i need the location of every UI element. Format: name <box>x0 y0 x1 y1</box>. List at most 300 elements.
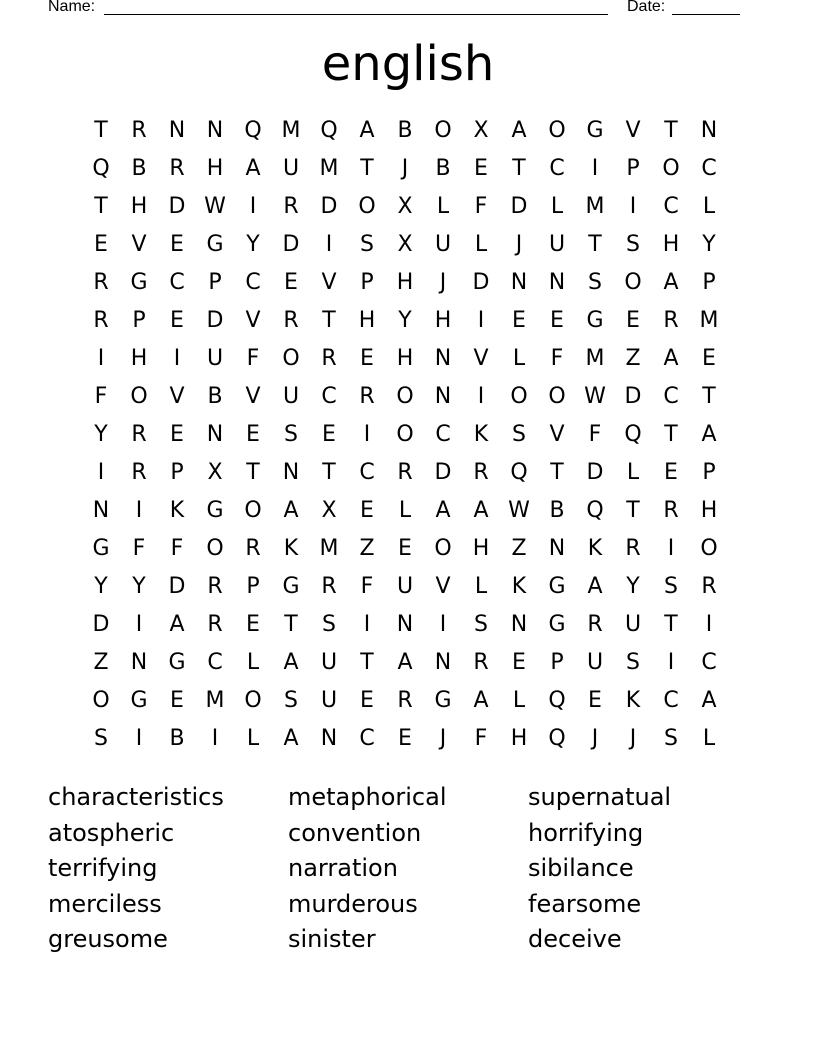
grid-letter: S <box>588 270 602 295</box>
grid-letter: E <box>170 308 184 333</box>
grid-letter: R <box>625 536 641 561</box>
grid-letter: A <box>663 346 679 371</box>
grid-letter: E <box>360 346 374 371</box>
grid-row <box>82 416 728 454</box>
grid-letter: Y <box>626 574 640 599</box>
grid-letter: I <box>173 346 181 371</box>
grid-letter: O <box>510 384 528 409</box>
grid-letter: A <box>435 498 451 523</box>
grid-letter: M <box>585 194 605 219</box>
grid-letter: N <box>510 270 528 295</box>
grid-letter: O <box>700 536 718 561</box>
grid-letter: Q <box>510 460 528 485</box>
grid-row <box>82 340 728 378</box>
grid-letter: U <box>320 650 338 675</box>
grid-letter: A <box>663 270 679 295</box>
grid-letter: N <box>700 118 718 143</box>
word-list-item: convention <box>288 818 422 847</box>
grid-letter: E <box>512 308 526 333</box>
word-column <box>48 780 288 958</box>
grid-letter: K <box>283 536 299 561</box>
grid-letter: H <box>472 536 490 561</box>
grid-letter: Z <box>359 536 375 561</box>
grid-letter: T <box>664 118 678 143</box>
grid-letter: T <box>94 118 108 143</box>
grid-letter: F <box>132 536 146 561</box>
grid-letter: N <box>130 650 148 675</box>
grid-letter: E <box>246 612 260 637</box>
grid-letter: V <box>169 384 185 409</box>
grid-letter: R <box>663 498 679 523</box>
grid-letter: D <box>510 194 528 219</box>
grid-letter: R <box>131 460 147 485</box>
grid-letter: J <box>439 270 447 295</box>
grid-letter: R <box>473 460 489 485</box>
grid-letter: Z <box>511 536 527 561</box>
word-list-item: murderous <box>288 889 418 918</box>
grid-letter: R <box>93 308 109 333</box>
grid-letter: E <box>664 460 678 485</box>
grid-letter: D <box>586 460 604 485</box>
grid-letter: N <box>206 422 224 447</box>
grid-letter: L <box>436 194 450 219</box>
grid-letter: I <box>211 726 219 751</box>
grid-letter: W <box>508 498 530 523</box>
grid-letter: X <box>397 194 413 219</box>
grid-row <box>82 378 728 416</box>
word-list-item: narration <box>288 854 398 882</box>
grid-letter: O <box>434 536 452 561</box>
grid-letter: Q <box>586 498 604 523</box>
grid-letter: A <box>473 688 489 713</box>
grid-letter: O <box>548 384 566 409</box>
grid-letter: I <box>629 194 637 219</box>
grid-letter: O <box>434 118 452 143</box>
grid-letter: M <box>319 536 339 561</box>
grid-letter: O <box>548 118 566 143</box>
grid-letter: G <box>206 498 224 523</box>
grid-letter: G <box>130 688 148 713</box>
grid-row <box>82 568 728 606</box>
grid-letter: S <box>94 726 108 751</box>
grid-letter: C <box>321 384 337 409</box>
grid-letter: T <box>664 422 678 447</box>
grid-letter: P <box>702 460 716 485</box>
grid-letter: L <box>512 688 526 713</box>
grid-letter: L <box>512 346 526 371</box>
grid-letter: U <box>624 612 642 637</box>
word-list-item: greusome <box>48 925 168 953</box>
grid-letter: Z <box>625 346 641 371</box>
grid-letter: V <box>245 384 261 409</box>
grid-letter: K <box>169 498 185 523</box>
grid-letter: E <box>626 308 640 333</box>
grid-row <box>82 302 728 340</box>
grid-letter: C <box>207 650 223 675</box>
grid-letter: T <box>360 156 374 181</box>
grid-letter: C <box>663 384 679 409</box>
grid-letter: Y <box>94 574 108 599</box>
grid-letter: R <box>131 118 147 143</box>
grid-letter: G <box>548 574 566 599</box>
grid-letter: T <box>512 156 526 181</box>
grid-letter: A <box>169 612 185 637</box>
grid-letter: G <box>548 612 566 637</box>
grid-letter: N <box>168 118 186 143</box>
grid-letter: F <box>474 726 488 751</box>
grid-letter: S <box>664 574 678 599</box>
grid-letter: V <box>473 346 489 371</box>
grid-letter: O <box>244 688 262 713</box>
word-list-item: deceive <box>528 925 622 953</box>
grid-letter: N <box>206 118 224 143</box>
grid-letter: D <box>472 270 490 295</box>
grid-letter: T <box>588 232 602 257</box>
grid-letter: G <box>92 536 110 561</box>
header-line <box>48 0 748 20</box>
grid-letter: I <box>97 346 105 371</box>
grid-letter: I <box>477 308 485 333</box>
grid-letter: M <box>585 346 605 371</box>
grid-letter: I <box>439 612 447 637</box>
grid-letter: U <box>434 232 452 257</box>
grid-letter: E <box>702 346 716 371</box>
grid-letter: P <box>132 308 146 333</box>
grid-letter: E <box>170 688 184 713</box>
grid-letter: X <box>207 460 223 485</box>
grid-row <box>82 682 728 720</box>
grid-letter: I <box>477 384 485 409</box>
grid-letter: W <box>204 194 226 219</box>
word-search-grid <box>82 112 728 758</box>
grid-letter: E <box>398 536 412 561</box>
grid-letter: O <box>244 498 262 523</box>
grid-row <box>82 492 728 530</box>
grid-letter: K <box>587 536 603 561</box>
grid-letter: R <box>587 612 603 637</box>
grid-letter: P <box>550 650 564 675</box>
grid-letter: O <box>282 346 300 371</box>
grid-letter: J <box>591 726 599 751</box>
grid-letter: U <box>206 346 224 371</box>
word-list <box>48 780 768 960</box>
grid-row <box>82 188 728 226</box>
grid-letter: S <box>284 688 298 713</box>
word-list-item: atospheric <box>48 818 175 847</box>
grid-letter: E <box>398 726 412 751</box>
grid-letter: T <box>702 384 716 409</box>
grid-letter: E <box>550 308 564 333</box>
word-column <box>288 780 528 958</box>
grid-letter: G <box>586 118 604 143</box>
grid-letter: D <box>624 384 642 409</box>
grid-letter: N <box>396 612 414 637</box>
grid-letter: E <box>94 232 108 257</box>
grid-letter: I <box>135 498 143 523</box>
grid-letter: T <box>322 460 336 485</box>
grid-letter: C <box>435 422 451 447</box>
grid-letter: O <box>396 422 414 447</box>
grid-letter: S <box>512 422 526 447</box>
grid-letter: R <box>245 536 261 561</box>
grid-letter: H <box>510 726 528 751</box>
grid-letter: C <box>169 270 185 295</box>
grid-letter: N <box>92 498 110 523</box>
grid-letter: N <box>434 346 452 371</box>
grid-letter: Y <box>398 308 412 333</box>
grid-letter: T <box>94 194 108 219</box>
grid-letter: T <box>322 308 336 333</box>
grid-letter: D <box>282 232 300 257</box>
grid-letter: Q <box>548 688 566 713</box>
word-list-item: merciless <box>48 889 162 918</box>
word-column <box>528 780 768 958</box>
grid-letter: D <box>206 308 224 333</box>
grid-letter: V <box>625 118 641 143</box>
grid-letter: H <box>130 346 148 371</box>
grid-letter: R <box>321 574 337 599</box>
grid-letter: L <box>474 232 488 257</box>
date-blank <box>672 0 740 15</box>
grid-letter: X <box>397 232 413 257</box>
grid-letter: R <box>321 346 337 371</box>
word-list-item: sinister <box>288 925 376 953</box>
page-title: english <box>321 36 495 92</box>
grid-letter: E <box>360 498 374 523</box>
grid-letter: B <box>549 498 565 523</box>
grid-letter: A <box>511 118 527 143</box>
grid-letter: O <box>624 270 642 295</box>
grid-letter: C <box>663 688 679 713</box>
grid-letter: T <box>284 612 298 637</box>
grid-letter: A <box>283 726 299 751</box>
grid-letter: Q <box>92 156 110 181</box>
grid-letter: L <box>550 194 564 219</box>
grid-letter: F <box>588 422 602 447</box>
grid-letter: D <box>168 574 186 599</box>
grid-letter: B <box>397 118 413 143</box>
grid-letter: N <box>434 384 452 409</box>
grid-letter: E <box>246 422 260 447</box>
grid-letter: N <box>320 726 338 751</box>
grid-letter: G <box>206 232 224 257</box>
grid-letter: L <box>246 726 260 751</box>
grid-letter: I <box>325 232 333 257</box>
grid-letter: M <box>319 156 339 181</box>
grid-letter: T <box>550 460 564 485</box>
grid-letter: A <box>587 574 603 599</box>
word-list-item: terrifying <box>48 854 158 882</box>
grid-letter: D <box>320 194 338 219</box>
grid-letter: N <box>434 650 452 675</box>
grid-letter: Q <box>624 422 642 447</box>
date-label: Date: <box>627 0 666 15</box>
grid-letter: J <box>401 156 409 181</box>
grid-letter: D <box>168 194 186 219</box>
grid-letter: E <box>360 688 374 713</box>
grid-letter: U <box>282 156 300 181</box>
grid-letter: V <box>435 574 451 599</box>
grid-letter: C <box>245 270 261 295</box>
grid-letter: V <box>549 422 565 447</box>
grid-letter: Y <box>246 232 260 257</box>
grid-letter: J <box>439 726 447 751</box>
name-blank <box>104 0 608 15</box>
grid-letter: B <box>169 726 185 751</box>
grid-letter: T <box>626 498 640 523</box>
grid-letter: I <box>97 460 105 485</box>
grid-letter: B <box>435 156 451 181</box>
grid-letter: G <box>586 308 604 333</box>
grid-letter: L <box>246 650 260 675</box>
grid-letter: G <box>434 688 452 713</box>
grid-letter: R <box>663 308 679 333</box>
grid-letter: I <box>363 422 371 447</box>
name-label: Name: <box>48 0 96 15</box>
grid-letter: I <box>667 650 675 675</box>
grid-letter: D <box>92 612 110 637</box>
grid-letter: V <box>321 270 337 295</box>
grid-letter: R <box>207 612 223 637</box>
grid-letter: J <box>515 232 523 257</box>
grid-letter: U <box>548 232 566 257</box>
grid-letter: R <box>283 194 299 219</box>
grid-letter: P <box>360 270 374 295</box>
grid-letter: O <box>396 384 414 409</box>
word-list-item: supernatual <box>528 783 672 811</box>
grid-letter: R <box>701 574 717 599</box>
grid-letter: E <box>474 156 488 181</box>
grid-letter: A <box>701 422 717 447</box>
grid-letter: I <box>591 156 599 181</box>
grid-letter: H <box>434 308 452 333</box>
grid-letter: R <box>397 460 413 485</box>
grid-letter: O <box>92 688 110 713</box>
word-list-item: characteristics <box>48 783 224 811</box>
grid-letter: N <box>548 536 566 561</box>
grid-letter: E <box>322 422 336 447</box>
grid-letter: C <box>359 460 375 485</box>
grid-letter: W <box>584 384 606 409</box>
grid-letter: H <box>700 498 718 523</box>
grid-letter: R <box>93 270 109 295</box>
grid-letter: P <box>626 156 640 181</box>
grid-letter: N <box>548 270 566 295</box>
grid-letter: B <box>131 156 147 181</box>
grid-letter: I <box>363 612 371 637</box>
grid-letter: C <box>701 650 717 675</box>
grid-letter: T <box>360 650 374 675</box>
grid-row <box>82 606 728 644</box>
grid-letter: E <box>170 232 184 257</box>
grid-letter: O <box>206 536 224 561</box>
grid-letter: C <box>359 726 375 751</box>
grid-letter: P <box>246 574 260 599</box>
grid-letter: E <box>284 270 298 295</box>
grid-letter: Q <box>320 118 338 143</box>
grid-row <box>82 226 728 264</box>
grid-letter: C <box>663 194 679 219</box>
grid-letter: L <box>474 574 488 599</box>
grid-row <box>82 720 728 758</box>
grid-letter: U <box>586 650 604 675</box>
grid-letter: M <box>205 688 225 713</box>
grid-letter: Y <box>94 422 108 447</box>
grid-letter: X <box>473 118 489 143</box>
grid-letter: G <box>168 650 186 675</box>
grid-letter: L <box>626 460 640 485</box>
grid-letter: R <box>207 574 223 599</box>
word-list-item: horrifying <box>528 818 644 847</box>
grid-letter: D <box>434 460 452 485</box>
grid-letter: L <box>398 498 412 523</box>
grid-letter: S <box>664 726 678 751</box>
grid-letter: A <box>283 498 299 523</box>
grid-letter: E <box>170 422 184 447</box>
grid-letter: G <box>282 574 300 599</box>
grid-letter: R <box>397 688 413 713</box>
word-list-item: sibilance <box>528 854 634 882</box>
grid-row <box>82 264 728 302</box>
grid-letter: G <box>130 270 148 295</box>
grid-letter: Y <box>702 232 716 257</box>
grid-letter: F <box>94 384 108 409</box>
grid-letter: S <box>284 422 298 447</box>
grid-letter: N <box>282 460 300 485</box>
grid-letter: R <box>283 308 299 333</box>
grid-letter: H <box>396 346 414 371</box>
grid-row <box>82 150 728 188</box>
grid-letter: P <box>702 270 716 295</box>
grid-letter: U <box>282 384 300 409</box>
grid-letter: E <box>512 650 526 675</box>
grid-letter: S <box>322 612 336 637</box>
grid-letter: H <box>206 156 224 181</box>
grid-letter: O <box>662 156 680 181</box>
grid-letter: Z <box>93 650 109 675</box>
grid-letter: I <box>705 612 713 637</box>
grid-letter: R <box>473 650 489 675</box>
grid-letter: A <box>473 498 489 523</box>
grid-letter: K <box>511 574 527 599</box>
grid-letter: K <box>625 688 641 713</box>
grid-letter: I <box>135 726 143 751</box>
grid-letter: S <box>360 232 374 257</box>
grid-letter: O <box>358 194 376 219</box>
grid-letter: A <box>245 156 261 181</box>
grid-letter: F <box>360 574 374 599</box>
grid-letter: P <box>170 460 184 485</box>
grid-letter: C <box>701 156 717 181</box>
grid-letter: L <box>702 726 716 751</box>
grid-row <box>82 112 728 150</box>
grid-letter: U <box>320 688 338 713</box>
grid-letter: C <box>549 156 565 181</box>
grid-letter: J <box>629 726 637 751</box>
grid-letter: T <box>664 612 678 637</box>
grid-letter: H <box>662 232 680 257</box>
grid-letter: H <box>130 194 148 219</box>
word-list-item: fearsome <box>528 889 642 918</box>
grid-letter: H <box>358 308 376 333</box>
grid-letter: E <box>588 688 602 713</box>
grid-letter: F <box>170 536 184 561</box>
grid-letter: B <box>207 384 223 409</box>
grid-letter: R <box>169 156 185 181</box>
grid-letter: V <box>245 308 261 333</box>
grid-row <box>82 530 728 568</box>
grid-letter: I <box>135 612 143 637</box>
